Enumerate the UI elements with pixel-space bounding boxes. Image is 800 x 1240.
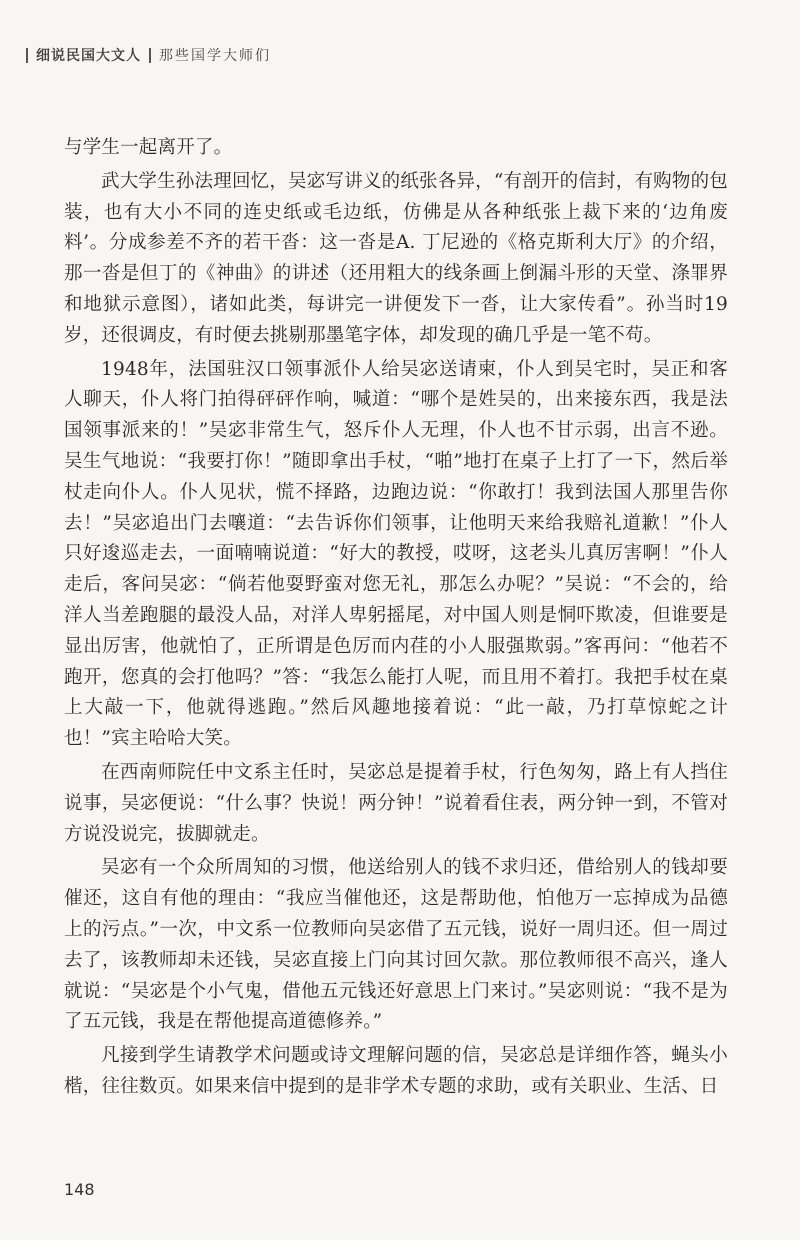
- running-head-divider: [26, 48, 28, 63]
- chapter-subtitle: 那些国学大师们: [159, 48, 271, 64]
- paragraph: 凡接到学生请教学术问题或诗文理解问题的信，吴宓总是详细作答，蝇头小楷，往往数页。如果来信中提到的是非学术专题的求助，或有关职业、生活、日: [64, 1045, 728, 1097]
- body-text: [64, 133, 728, 1103]
- paragraph: 吴宓有一个众所周知的习惯，他送给别人的钱不求归还，借给别人的钱却要催还，这自有他的理由：“我应当催他还，这是帮助他，怕他万一忘掉成为品德上的污点。”一次，中文系一位教师向吴宓借了五元钱，说好一周归还。但一周过去了，该教师却未还钱，吴宓直接上门向其讨回欠款。那位教师很不高兴，逢人就说：“吴宓是个小气鬼，借他五元钱还好意思上门来讨。”吴宓则说：“我不是为了五元钱，我是在帮他提高道德修养。”: [64, 857, 728, 1033]
- book-title: 细说民国大文人: [36, 48, 141, 64]
- paragraph: 1948年，法国驻汉口领事派仆人给吴宓送请柬，仆人到吴宅时，吴正和客人聊天，仆人将门拍得砰砰作响，喊道：“哪个是姓吴的，出来接东西，我是法国领事派来的！”吴宓非常生气，怒斥仆人无理，仆人也不甘示弱，出言不逊。吴生气地说：“我要打你！”随即拿出手杖，“啪”地打在桌子上打了一下，然后举杖走向仆人。仆人见状，慌不择路，边跑边说：“你敢打！我到法国人那里告你去！”吴宓追出门去嚷道：“去告诉你们领事，让他明天来给我赔礼道歉！”仆人只好逡巡走去，一面喃喃说道：“好大的教授，哎呀，这老头儿真厉害啊！”仆人走后，客问吴宓：“倘若他耍野蛮对您无礼，那怎么办呢？”吴说：“不会的，给洋人当差跑腿的最没人品，对洋人卑躬摇尾，对中国人则是恫吓欺凌，但谁要是显出厉害，他就怕了，正所谓是色厉而内荏的小人服强欺弱。”客再问：“他若不跑开，您真的会打他吗？”答：“我怎么能打人呢，而且用不着打。我把手杖在桌上大敲一下，他就得逃跑。”然后风趣地接着说：“此一敲，乃打草惊蛇之计也！”宾主哈哈大笑。: [64, 358, 728, 750]
- paragraph-continued: 与学生一起离开了。: [64, 137, 233, 158]
- running-head: [26, 44, 271, 66]
- page-number: 148: [64, 1180, 95, 1199]
- running-head-divider: [149, 48, 151, 63]
- paragraph: 武大学生孙法理回忆，吴宓写讲义的纸张各异，“有剖开的信封，有购物的包装，也有大小不同的连史纸或毛边纸，仿佛是从各种纸张上裁下来的‘边角废料’。分成参差不齐的若干沓：这一沓是A. 丁尼逊的《格克斯利大厅》的介绍，那一沓是但丁的《神曲》的讲述（还用粗大的线条画上倒漏斗形的天堂、涤罪界和地狱示意图），诸如此类，每讲完一讲便发下一沓，让大家传看”。孙当时19岁，还很调皮，有时便去挑剔那墨笔字体，却发现的确几乎是一笔不苟。: [64, 170, 728, 346]
- paragraph: 在西南师院任中文系主任时，吴宓总是提着手杖，行色匆匆，路上有人挡住说事，吴宓便说：“什么事？快说！两分钟！”说着看住表，两分钟一到，不管对方说没说完，拔脚就走。: [64, 761, 728, 845]
